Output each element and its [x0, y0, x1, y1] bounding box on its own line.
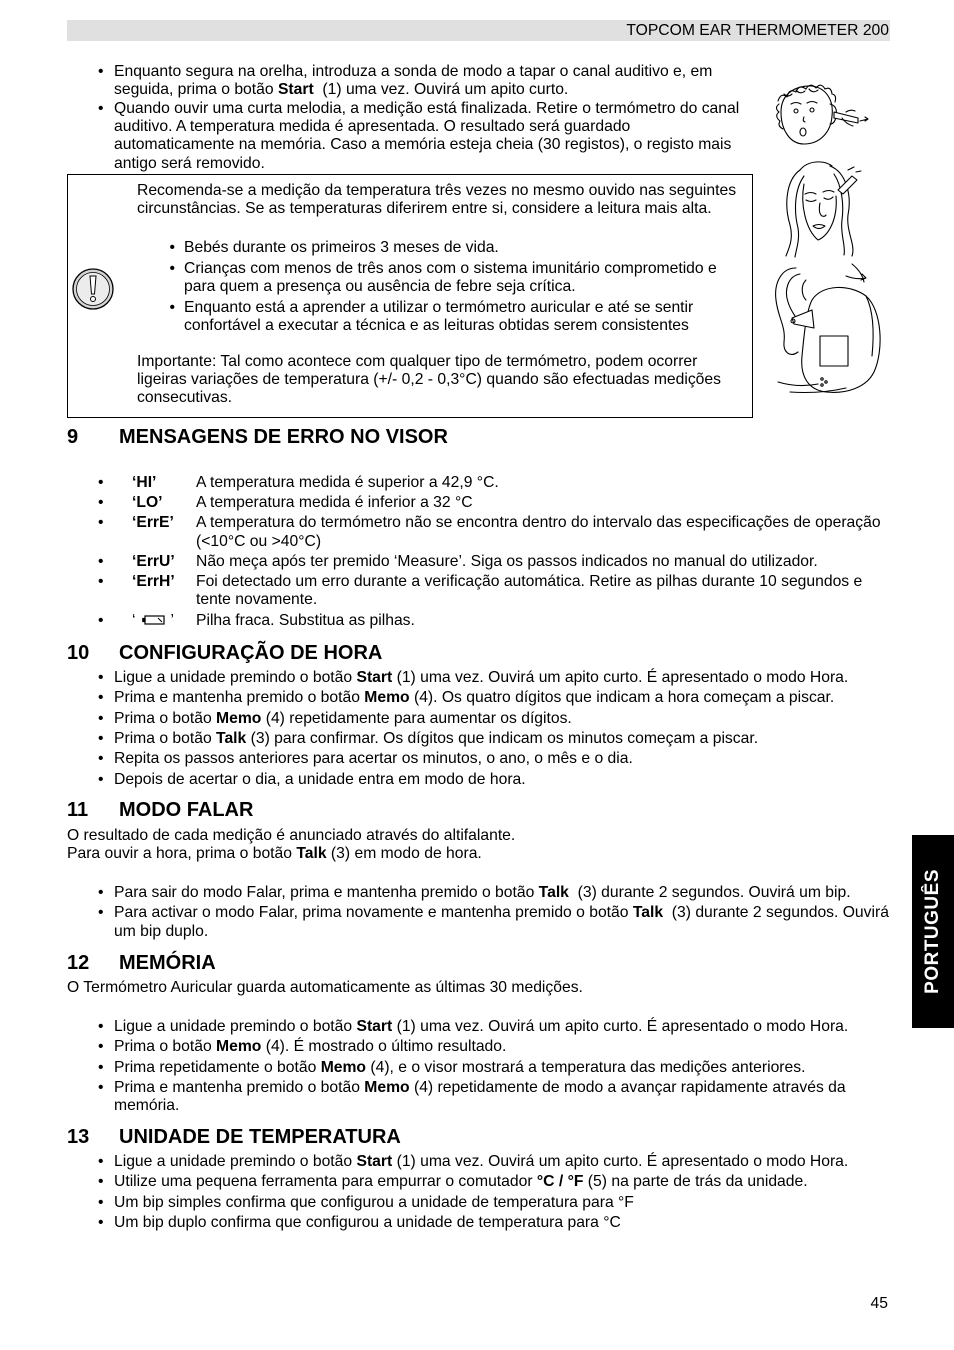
section-13-heading	[67, 1126, 890, 1149]
list-item	[98, 100, 739, 174]
list-item	[98, 750, 848, 768]
bullet-glyph: •	[98, 750, 104, 768]
list-item	[98, 904, 889, 941]
text-run: Crianças com menos de três anos com o sistema imunitário comprometido e para quem a presença ou ausência de febre seja crítica.	[184, 259, 717, 295]
text-run: Prima e mantenha premido o botão	[114, 1079, 365, 1097]
error-code-text: ‘ErrH’	[132, 573, 175, 591]
bullet-glyph: •	[98, 552, 104, 570]
ear-probe-closeup-illustration	[776, 264, 880, 393]
error-message-row	[98, 514, 881, 551]
error-description: A temperatura medida é superior a 42,9 °C.	[196, 473, 499, 491]
list-item	[98, 1153, 848, 1171]
bullet-glyph: •	[98, 1079, 104, 1097]
bullet-glyph: •	[98, 1214, 104, 1232]
bullet-glyph: •	[98, 709, 104, 727]
error-code	[132, 514, 174, 532]
list-item-text	[114, 1173, 808, 1190]
list-item	[98, 1214, 848, 1232]
list-item-text	[184, 239, 499, 256]
section-number: 9	[67, 425, 79, 448]
bullet-glyph: •	[98, 1038, 104, 1056]
list-item-text	[114, 1059, 805, 1076]
exclamation-warning-icon	[71, 267, 115, 311]
list-item	[170, 239, 717, 257]
section-11-paragraph	[67, 827, 515, 863]
text-run: Ligue a unidade premindo o botão	[114, 1017, 357, 1035]
text-run: Prima o botão	[114, 1038, 217, 1056]
text-run: Enquanto segura na orelha, introduza a sonda de modo a tapar o canal auditivo e, em seguida, prima o botão	[114, 62, 713, 99]
text-run: O resultado de cada medição é anunciado através do altifalante. Para ouvir a hora, prima o botão	[67, 826, 516, 862]
text-run: (1) uma vez. Ouvirá um apito curto. É apresentado o modo Hora.	[392, 1152, 849, 1170]
low-battery-icon	[142, 613, 166, 625]
section-9-heading	[67, 426, 890, 449]
notice-important-text: Importante: Tal como acontece com qualquer tipo de termómetro, podem ocorrer ligeiras variações de temperatura (+/- 0,2 - 0,3°C) quando são efectuadas medições consecutivas.	[137, 352, 721, 406]
error-description: Não meça após ter premido ‘Measure’. Siga os passos indicados no manual do utilizador.	[196, 552, 818, 570]
list-item-text	[114, 771, 526, 788]
bullet-glyph: •	[98, 904, 104, 922]
bullet-glyph: •	[98, 573, 104, 591]
text-run: Para sair do modo Falar, prima e mantenha premido o botão	[114, 883, 539, 901]
bold-text: Talk	[632, 904, 664, 922]
bullet-glyph: •	[98, 1173, 104, 1191]
text-run: Prima e mantenha premido o botão	[114, 689, 365, 707]
language-tab-label: PORTUGUÊS	[922, 869, 943, 994]
error-message-list	[98, 474, 881, 632]
bullet-glyph: •	[98, 668, 104, 686]
bullet-glyph: •	[169, 298, 175, 316]
list-item	[98, 730, 848, 748]
bullet-glyph: •	[98, 730, 104, 748]
section-12-paragraph	[67, 979, 583, 997]
text-run: Depois de acertar o dia, a unidade entra em modo de hora.	[114, 770, 526, 788]
section-number: 10	[67, 641, 90, 664]
bold-text: Start	[277, 81, 314, 99]
list-item	[170, 260, 717, 296]
text-run: (3) para confirmar. Os dígitos que indicam os minutos começam a piscar.	[246, 730, 759, 748]
list-item-text	[114, 1153, 848, 1170]
list-item-text	[114, 904, 889, 939]
list-item-text	[114, 1038, 506, 1055]
ear-thermometer-illustrations	[765, 62, 885, 400]
list-item-text	[184, 299, 693, 334]
text-run: Prima repetidamente o botão	[114, 1058, 321, 1076]
header-title: TOPCOM EAR THERMOMETER 200	[626, 22, 889, 39]
text-run: O Termómetro Auricular guarda automaticamente as últimas 30 medições.	[67, 978, 583, 996]
error-code-text: ‘ErrE’	[132, 514, 174, 532]
text-run: (4) repetidamente de modo a avançar rapidamente através da memória.	[114, 1079, 846, 1115]
section-title: MEMÓRIA	[119, 951, 216, 974]
bold-text: Talk	[538, 883, 569, 901]
text-run: Quando ouvir uma curta melodia, a medição está finalizada. Retire o termómetro do canal auditivo. A temperatura medida é apresentada. O resultado será guardado automaticamente na memória. Caso a memória esteja cheia (30 registos), o registo mais antigo será removido.	[114, 99, 740, 172]
error-description: Foi detectado um erro durante a verificação automática. Retire as pilhas durante 10 segundos e tente novamente.	[196, 573, 863, 609]
error-code	[132, 494, 163, 512]
text-run: Ligue a unidade premindo o botão	[114, 668, 357, 686]
section-13-bullet-list	[98, 1153, 848, 1235]
header-bar	[67, 20, 890, 41]
text-run: (3) durante 2 segundos. Ouvirá um bip duplo.	[114, 904, 889, 940]
text-run: (4) repetidamente para aumentar os dígitos.	[261, 709, 572, 727]
section-title: MENSAGENS DE ERRO NO VISOR	[119, 425, 448, 448]
section-number: 13	[67, 1125, 90, 1148]
text-run: Enquanto está a aprender a utilizar o termómetro auricular e até se sentir confortável a executar a técnica e as leituras obtidas serem consistentes	[184, 298, 694, 334]
list-item-text	[114, 750, 633, 767]
notice-box	[67, 174, 753, 418]
text-run: Ligue a unidade premindo o botão	[114, 1152, 357, 1170]
bullet-glyph: •	[98, 611, 104, 629]
list-item	[98, 1194, 848, 1212]
error-code	[132, 553, 175, 571]
error-message-row	[98, 553, 881, 571]
bullet-glyph: •	[98, 62, 104, 80]
bullet-glyph: •	[98, 1193, 104, 1211]
text-run: (5) na parte de trás da unidade.	[583, 1173, 808, 1191]
text-run: (1) uma vez. Ouvirá um apito curto. É apresentado o modo Hora.	[392, 1017, 849, 1035]
notice-bullet-list	[170, 239, 717, 338]
text-run: Um bip duplo confirma que configurou a unidade de temperatura para °C	[114, 1214, 621, 1232]
text-run: (3) durante 2 segundos. Ouvirá um bip.	[568, 883, 851, 901]
list-item	[98, 689, 848, 707]
error-message-row	[98, 573, 881, 610]
error-message-row	[98, 612, 881, 630]
list-item	[98, 669, 848, 687]
bullet-glyph: •	[98, 1152, 104, 1170]
list-item-text	[114, 1018, 848, 1035]
section-10-bullet-list	[98, 669, 848, 791]
child-ear-measurement-illustration	[777, 85, 869, 144]
bold-text: Talk	[216, 730, 247, 748]
error-code	[132, 573, 175, 591]
bold-text: Talk	[296, 844, 327, 862]
text-run: Um bip simples confirma que configurou a unidade de temperatura para °F	[114, 1193, 634, 1211]
bullet-glyph: •	[98, 770, 104, 788]
text-run: (4). É mostrado o último resultado.	[261, 1038, 507, 1056]
text-run: (1) uma vez. Ouvirá um apito curto.	[313, 81, 569, 99]
bullet-glyph: •	[98, 514, 104, 532]
error-code-text: ‘LO’	[132, 494, 163, 511]
bullet-glyph: •	[98, 99, 104, 117]
list-item-text	[114, 1194, 634, 1211]
list-item-text	[114, 730, 758, 747]
error-message-row	[98, 474, 881, 492]
list-item	[98, 1079, 848, 1116]
list-item-text	[114, 669, 848, 686]
list-item-text	[114, 63, 712, 98]
text-run: Prima o botão	[114, 709, 217, 727]
text-run: Bebés durante os primeiros 3 meses de vida.	[184, 238, 499, 256]
list-item-text	[114, 884, 851, 901]
error-message-row	[98, 494, 881, 512]
list-item	[98, 1018, 848, 1036]
list-item	[98, 1059, 848, 1077]
list-item	[98, 1038, 848, 1056]
quote-open: ‘	[132, 611, 136, 629]
section-number: 12	[67, 951, 90, 974]
bold-text: Memo	[216, 709, 262, 727]
intro-bullet-list	[98, 63, 739, 173]
list-item-text	[114, 689, 834, 706]
bold-text: Memo	[364, 689, 410, 707]
bullet-glyph: •	[98, 473, 104, 491]
text-run: Utilize uma pequena ferramenta para empurrar o comutador	[114, 1173, 537, 1191]
section-11-heading	[67, 799, 890, 822]
text-run: (1) uma vez. Ouvirá um apito curto. É apresentado o modo Hora.	[392, 668, 849, 686]
bold-text: °C / °F	[536, 1173, 584, 1191]
section-12-heading	[67, 952, 890, 975]
list-item	[98, 884, 889, 902]
language-side-tab	[912, 835, 954, 1028]
error-code	[132, 474, 156, 492]
error-code	[132, 612, 174, 630]
error-description: Pilha fraca. Substitua as pilhas.	[196, 611, 415, 629]
bullet-glyph: •	[98, 1017, 104, 1035]
section-title: UNIDADE DE TEMPERATURA	[119, 1125, 401, 1148]
page-number: 45	[870, 1295, 888, 1312]
bold-text: Memo	[364, 1079, 410, 1097]
bullet-glyph: •	[98, 689, 104, 707]
text-run: Prima o botão	[114, 730, 217, 748]
text-run: (4), e o visor mostrará a temperatura das medições anteriores.	[366, 1058, 806, 1076]
list-item	[98, 710, 848, 728]
error-code-text: ‘HI’	[132, 473, 157, 491]
quote-close: ’	[170, 611, 174, 629]
text-run: Repita os passos anteriores para acertar os minutos, o ano, o mês e o dia.	[114, 750, 633, 768]
bullet-glyph: •	[98, 1058, 104, 1076]
bullet-glyph: •	[169, 259, 175, 277]
list-item	[170, 299, 717, 335]
text-run: (3) em modo de hora.	[326, 844, 482, 862]
section-11-bullet-list	[98, 884, 889, 943]
list-item-text	[184, 260, 717, 295]
list-item	[98, 771, 848, 789]
bold-text: Memo	[320, 1058, 367, 1076]
section-12-bullet-list	[98, 1018, 848, 1118]
list-item	[98, 1173, 848, 1191]
list-item	[98, 63, 739, 100]
section-10-heading	[67, 642, 890, 665]
list-item-text	[114, 100, 739, 172]
woman-ear-measurement-illustration	[786, 162, 861, 257]
section-title: CONFIGURAÇÃO DE HORA	[119, 641, 383, 664]
bold-text: Start	[356, 668, 393, 686]
list-item-text	[114, 1079, 846, 1114]
bold-text: Start	[356, 1017, 393, 1035]
bold-text: Start	[356, 1152, 393, 1170]
bullet-glyph: •	[98, 494, 104, 511]
error-description: A temperatura do termómetro não se encontra dentro do intervalo das especificações de operação (<10°C ou >40°C)	[196, 514, 881, 550]
section-title: MODO FALAR	[119, 798, 254, 821]
bold-text: Memo	[216, 1038, 262, 1056]
list-item-text	[114, 710, 572, 727]
list-item-text	[114, 1214, 621, 1231]
section-number: 11	[67, 798, 89, 821]
error-code-text: ‘ErrU’	[132, 552, 175, 570]
notice-intro-text: Recomenda-se a medição da temperatura três vezes no mesmo ouvido nas seguintes circunstâncias. Se as temperaturas diferirem entre si, considere a leitura mais alta.	[137, 181, 737, 217]
error-description: A temperatura medida é inferior a 32 °C	[196, 494, 473, 511]
bullet-glyph: •	[169, 238, 175, 256]
bullet-glyph: •	[98, 883, 104, 901]
text-run: Para activar o modo Falar, prima novamente e mantenha premido o botão	[114, 904, 633, 922]
text-run: (4). Os quatro dígitos que indicam a hora começam a piscar.	[409, 689, 835, 707]
